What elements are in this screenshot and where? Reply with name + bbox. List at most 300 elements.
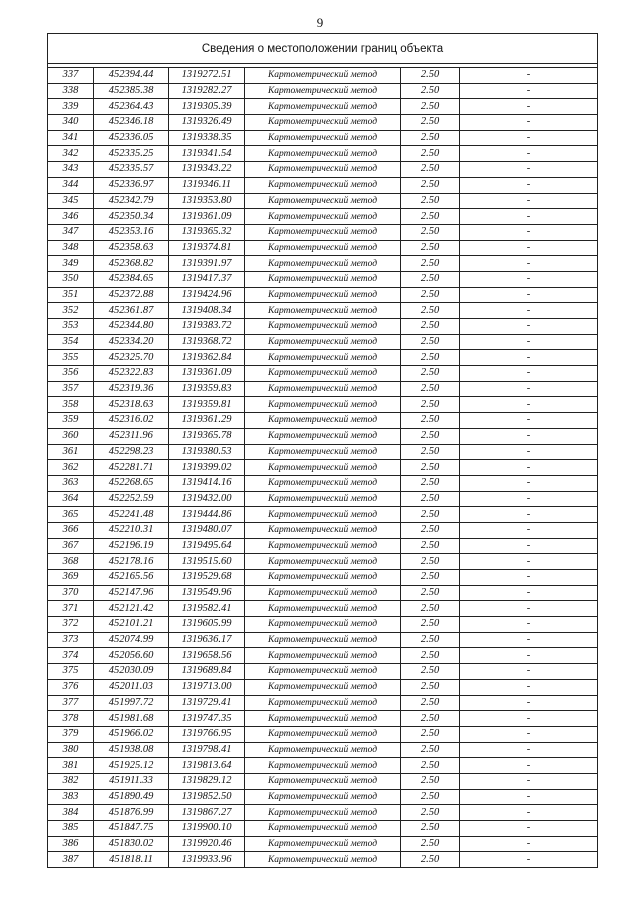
point-number-cell: 370 — [48, 585, 94, 601]
precision-cell: 2.50 — [401, 130, 460, 146]
table-row — [48, 773, 598, 789]
point-number-cell: 369 — [48, 570, 94, 586]
table-row — [48, 350, 598, 366]
precision-cell: 2.50 — [401, 805, 460, 821]
table-row — [48, 758, 598, 774]
table-row — [48, 115, 598, 131]
method-cell: Картометрический метод — [245, 68, 401, 84]
method-cell: Картометрический метод — [245, 821, 401, 837]
precision-cell: 2.50 — [401, 334, 460, 350]
precision-cell: 2.50 — [401, 99, 460, 115]
precision-cell: 2.50 — [401, 146, 460, 162]
description-cell: - — [460, 821, 598, 837]
table-row — [48, 632, 598, 648]
point-number-cell: 340 — [48, 115, 94, 131]
point-number-cell: 349 — [48, 256, 94, 272]
table-row — [48, 256, 598, 272]
method-cell: Картометрический метод — [245, 522, 401, 538]
precision-cell: 2.50 — [401, 554, 460, 570]
precision-cell: 2.50 — [401, 491, 460, 507]
x-coordinate-cell: 452011.03 — [94, 679, 169, 695]
y-coordinate-cell: 1319747.35 — [169, 711, 245, 727]
method-cell: Картометрический метод — [245, 475, 401, 491]
method-cell: Картометрический метод — [245, 303, 401, 319]
y-coordinate-cell: 1319374.81 — [169, 240, 245, 256]
precision-cell: 2.50 — [401, 758, 460, 774]
x-coordinate-cell: 452335.57 — [94, 162, 169, 178]
precision-cell: 2.50 — [401, 538, 460, 554]
method-cell: Картометрический метод — [245, 271, 401, 287]
description-cell: - — [460, 83, 598, 99]
point-number-cell: 346 — [48, 209, 94, 225]
table-row — [48, 664, 598, 680]
point-number-cell: 348 — [48, 240, 94, 256]
method-cell: Картометрический метод — [245, 664, 401, 680]
description-cell: - — [460, 711, 598, 727]
table-row — [48, 554, 598, 570]
x-coordinate-cell: 452196.19 — [94, 538, 169, 554]
x-coordinate-cell: 452165.56 — [94, 570, 169, 586]
table-row — [48, 162, 598, 178]
precision-cell: 2.50 — [401, 115, 460, 131]
table-row — [48, 522, 598, 538]
table-row — [48, 193, 598, 209]
point-number-cell: 376 — [48, 679, 94, 695]
method-cell: Картометрический метод — [245, 366, 401, 382]
point-number-cell: 358 — [48, 397, 94, 413]
x-coordinate-cell: 452311.96 — [94, 428, 169, 444]
x-coordinate-cell: 452281.71 — [94, 460, 169, 476]
precision-cell: 2.50 — [401, 397, 460, 413]
description-cell: - — [460, 303, 598, 319]
method-cell: Картометрический метод — [245, 491, 401, 507]
y-coordinate-cell: 1319417.37 — [169, 271, 245, 287]
description-cell: - — [460, 726, 598, 742]
description-cell: - — [460, 319, 598, 335]
y-coordinate-cell: 1319900.10 — [169, 821, 245, 837]
x-coordinate-cell: 451925.12 — [94, 758, 169, 774]
method-cell: Картометрический метод — [245, 601, 401, 617]
x-coordinate-cell: 452350.34 — [94, 209, 169, 225]
point-number-cell: 382 — [48, 773, 94, 789]
method-cell: Картометрический метод — [245, 413, 401, 429]
point-number-cell: 371 — [48, 601, 94, 617]
point-number-cell: 372 — [48, 617, 94, 633]
method-cell: Картометрический метод — [245, 381, 401, 397]
precision-cell: 2.50 — [401, 428, 460, 444]
table-row — [48, 726, 598, 742]
method-cell: Картометрический метод — [245, 428, 401, 444]
precision-cell: 2.50 — [401, 193, 460, 209]
precision-cell: 2.50 — [401, 852, 460, 868]
method-cell: Картометрический метод — [245, 334, 401, 350]
x-coordinate-cell: 452056.60 — [94, 648, 169, 664]
precision-cell: 2.50 — [401, 789, 460, 805]
x-coordinate-cell: 452336.97 — [94, 177, 169, 193]
point-number-cell: 352 — [48, 303, 94, 319]
precision-cell: 2.50 — [401, 475, 460, 491]
y-coordinate-cell: 1319359.83 — [169, 381, 245, 397]
point-number-cell: 379 — [48, 726, 94, 742]
point-number-cell: 373 — [48, 632, 94, 648]
method-cell: Картометрический метод — [245, 350, 401, 366]
method-cell: Картометрический метод — [245, 99, 401, 115]
method-cell: Картометрический метод — [245, 287, 401, 303]
method-cell: Картометрический метод — [245, 836, 401, 852]
x-coordinate-cell: 452316.02 — [94, 413, 169, 429]
method-cell: Картометрический метод — [245, 130, 401, 146]
y-coordinate-cell: 1319480.07 — [169, 522, 245, 538]
table-row — [48, 601, 598, 617]
point-number-cell: 356 — [48, 366, 94, 382]
y-coordinate-cell: 1319361.09 — [169, 209, 245, 225]
point-number-cell: 342 — [48, 146, 94, 162]
table-row — [48, 821, 598, 837]
x-coordinate-cell: 451876.99 — [94, 805, 169, 821]
precision-cell: 2.50 — [401, 522, 460, 538]
description-cell: - — [460, 836, 598, 852]
precision-cell: 2.50 — [401, 256, 460, 272]
precision-cell: 2.50 — [401, 585, 460, 601]
method-cell: Картометрический метод — [245, 146, 401, 162]
method-cell: Картометрический метод — [245, 240, 401, 256]
precision-cell: 2.50 — [401, 287, 460, 303]
y-coordinate-cell: 1319338.35 — [169, 130, 245, 146]
x-coordinate-cell: 452394.44 — [94, 68, 169, 84]
description-cell: - — [460, 789, 598, 805]
point-number-cell: 377 — [48, 695, 94, 711]
y-coordinate-cell: 1319829.12 — [169, 773, 245, 789]
table-row — [48, 68, 598, 84]
description-cell: - — [460, 162, 598, 178]
method-cell: Картометрический метод — [245, 773, 401, 789]
method-cell: Картометрический метод — [245, 209, 401, 225]
point-number-cell: 374 — [48, 648, 94, 664]
precision-cell: 2.50 — [401, 836, 460, 852]
table-row — [48, 224, 598, 240]
description-cell: - — [460, 570, 598, 586]
method-cell: Картометрический метод — [245, 115, 401, 131]
y-coordinate-cell: 1319689.84 — [169, 664, 245, 680]
y-coordinate-cell: 1319305.39 — [169, 99, 245, 115]
description-cell: - — [460, 805, 598, 821]
table-title: Сведения о местоположении границ объекта — [48, 34, 598, 64]
description-cell: - — [460, 256, 598, 272]
method-cell: Картометрический метод — [245, 538, 401, 554]
description-cell: - — [460, 428, 598, 444]
y-coordinate-cell: 1319272.51 — [169, 68, 245, 84]
point-number-cell: 362 — [48, 460, 94, 476]
x-coordinate-cell: 452241.48 — [94, 507, 169, 523]
table-row — [48, 852, 598, 868]
y-coordinate-cell: 1319361.29 — [169, 413, 245, 429]
precision-cell: 2.50 — [401, 617, 460, 633]
description-cell: - — [460, 224, 598, 240]
x-coordinate-cell: 452372.88 — [94, 287, 169, 303]
description-cell: - — [460, 193, 598, 209]
x-coordinate-cell: 452178.16 — [94, 554, 169, 570]
x-coordinate-cell: 451890.49 — [94, 789, 169, 805]
description-cell: - — [460, 742, 598, 758]
description-cell: - — [460, 475, 598, 491]
table-row — [48, 303, 598, 319]
description-cell: - — [460, 99, 598, 115]
y-coordinate-cell: 1319341.54 — [169, 146, 245, 162]
table-row — [48, 99, 598, 115]
y-coordinate-cell: 1319359.81 — [169, 397, 245, 413]
precision-cell: 2.50 — [401, 350, 460, 366]
point-number-cell: 366 — [48, 522, 94, 538]
method-cell: Картометрический метод — [245, 397, 401, 413]
x-coordinate-cell: 452358.63 — [94, 240, 169, 256]
point-number-cell: 363 — [48, 475, 94, 491]
description-cell: - — [460, 209, 598, 225]
x-coordinate-cell: 451911.33 — [94, 773, 169, 789]
description-cell: - — [460, 444, 598, 460]
x-coordinate-cell: 451938.08 — [94, 742, 169, 758]
table-row — [48, 585, 598, 601]
y-coordinate-cell: 1319326.49 — [169, 115, 245, 131]
y-coordinate-cell: 1319282.27 — [169, 83, 245, 99]
x-coordinate-cell: 452368.82 — [94, 256, 169, 272]
y-coordinate-cell: 1319636.17 — [169, 632, 245, 648]
point-number-cell: 383 — [48, 789, 94, 805]
y-coordinate-cell: 1319365.78 — [169, 428, 245, 444]
table-row — [48, 789, 598, 805]
x-coordinate-cell: 451997.72 — [94, 695, 169, 711]
page-number: 9 — [316, 15, 324, 30]
precision-cell: 2.50 — [401, 773, 460, 789]
method-cell: Картометрический метод — [245, 679, 401, 695]
table-row — [48, 209, 598, 225]
point-number-cell: 375 — [48, 664, 94, 680]
y-coordinate-cell: 1319380.53 — [169, 444, 245, 460]
description-cell: - — [460, 664, 598, 680]
y-coordinate-cell: 1319361.09 — [169, 366, 245, 382]
description-cell: - — [460, 679, 598, 695]
x-coordinate-cell: 452353.16 — [94, 224, 169, 240]
y-coordinate-cell: 1319353.80 — [169, 193, 245, 209]
point-number-cell: 357 — [48, 381, 94, 397]
x-coordinate-cell: 452121.42 — [94, 601, 169, 617]
precision-cell: 2.50 — [401, 366, 460, 382]
x-coordinate-cell: 452344.80 — [94, 319, 169, 335]
method-cell: Картометрический метод — [245, 726, 401, 742]
point-number-cell: 351 — [48, 287, 94, 303]
table-row — [48, 570, 598, 586]
description-cell: - — [460, 617, 598, 633]
table-row — [48, 319, 598, 335]
method-cell: Картометрический метод — [245, 648, 401, 664]
y-coordinate-cell: 1319920.46 — [169, 836, 245, 852]
y-coordinate-cell: 1319713.00 — [169, 679, 245, 695]
boundary-coordinates-table — [47, 33, 598, 868]
point-number-cell: 344 — [48, 177, 94, 193]
point-number-cell: 350 — [48, 271, 94, 287]
table-row — [48, 146, 598, 162]
y-coordinate-cell: 1319414.16 — [169, 475, 245, 491]
table-row — [48, 836, 598, 852]
x-coordinate-cell: 452319.36 — [94, 381, 169, 397]
method-cell: Картометрический метод — [245, 742, 401, 758]
description-cell: - — [460, 413, 598, 429]
precision-cell: 2.50 — [401, 664, 460, 680]
point-number-cell: 355 — [48, 350, 94, 366]
x-coordinate-cell: 451830.02 — [94, 836, 169, 852]
precision-cell: 2.50 — [401, 209, 460, 225]
table-row — [48, 648, 598, 664]
table-row — [48, 130, 598, 146]
precision-cell: 2.50 — [401, 68, 460, 84]
method-cell: Картометрический метод — [245, 789, 401, 805]
table-row — [48, 695, 598, 711]
x-coordinate-cell: 452210.31 — [94, 522, 169, 538]
y-coordinate-cell: 1319399.02 — [169, 460, 245, 476]
description-cell: - — [460, 397, 598, 413]
table-body — [48, 68, 598, 868]
description-cell: - — [460, 366, 598, 382]
method-cell: Картометрический метод — [245, 319, 401, 335]
precision-cell: 2.50 — [401, 413, 460, 429]
x-coordinate-cell: 452318.63 — [94, 397, 169, 413]
method-cell: Картометрический метод — [245, 695, 401, 711]
precision-cell: 2.50 — [401, 601, 460, 617]
x-coordinate-cell: 451847.75 — [94, 821, 169, 837]
y-coordinate-cell: 1319813.64 — [169, 758, 245, 774]
point-number-cell: 339 — [48, 99, 94, 115]
description-cell: - — [460, 68, 598, 84]
table-row — [48, 428, 598, 444]
method-cell: Картометрический метод — [245, 617, 401, 633]
x-coordinate-cell: 452346.18 — [94, 115, 169, 131]
method-cell: Картометрический метод — [245, 224, 401, 240]
point-number-cell: 378 — [48, 711, 94, 727]
table-row — [48, 538, 598, 554]
y-coordinate-cell: 1319408.34 — [169, 303, 245, 319]
table-row — [48, 507, 598, 523]
table-row — [48, 475, 598, 491]
precision-cell: 2.50 — [401, 507, 460, 523]
point-number-cell: 368 — [48, 554, 94, 570]
method-cell: Картометрический метод — [245, 632, 401, 648]
x-coordinate-cell: 452364.43 — [94, 99, 169, 115]
description-cell: - — [460, 758, 598, 774]
table-row — [48, 366, 598, 382]
table-row — [48, 491, 598, 507]
y-coordinate-cell: 1319529.68 — [169, 570, 245, 586]
description-cell: - — [460, 460, 598, 476]
precision-cell: 2.50 — [401, 726, 460, 742]
description-cell: - — [460, 538, 598, 554]
method-cell: Картометрический метод — [245, 570, 401, 586]
method-cell: Картометрический метод — [245, 83, 401, 99]
description-cell: - — [460, 601, 598, 617]
method-cell: Картометрический метод — [245, 554, 401, 570]
y-coordinate-cell: 1319495.64 — [169, 538, 245, 554]
table-row — [48, 83, 598, 99]
y-coordinate-cell: 1319658.56 — [169, 648, 245, 664]
point-number-cell: 360 — [48, 428, 94, 444]
y-coordinate-cell: 1319383.72 — [169, 319, 245, 335]
method-cell: Картометрический метод — [245, 444, 401, 460]
table-row — [48, 460, 598, 476]
precision-cell: 2.50 — [401, 177, 460, 193]
point-number-cell: 367 — [48, 538, 94, 554]
description-cell: - — [460, 632, 598, 648]
precision-cell: 2.50 — [401, 319, 460, 335]
description-cell: - — [460, 554, 598, 570]
x-coordinate-cell: 452325.70 — [94, 350, 169, 366]
table-row — [48, 805, 598, 821]
point-number-cell: 359 — [48, 413, 94, 429]
point-number-cell: 337 — [48, 68, 94, 84]
y-coordinate-cell: 1319365.32 — [169, 224, 245, 240]
point-number-cell: 381 — [48, 758, 94, 774]
table-row — [48, 617, 598, 633]
y-coordinate-cell: 1319933.96 — [169, 852, 245, 868]
y-coordinate-cell: 1319867.27 — [169, 805, 245, 821]
point-number-cell: 364 — [48, 491, 94, 507]
description-cell: - — [460, 115, 598, 131]
description-cell: - — [460, 773, 598, 789]
method-cell: Картометрический метод — [245, 162, 401, 178]
precision-cell: 2.50 — [401, 711, 460, 727]
table-row — [48, 413, 598, 429]
point-number-cell: 354 — [48, 334, 94, 350]
point-number-cell: 380 — [48, 742, 94, 758]
point-number-cell: 341 — [48, 130, 94, 146]
x-coordinate-cell: 452385.38 — [94, 83, 169, 99]
x-coordinate-cell: 452322.83 — [94, 366, 169, 382]
description-cell: - — [460, 146, 598, 162]
table-row — [48, 397, 598, 413]
description-cell: - — [460, 381, 598, 397]
y-coordinate-cell: 1319391.97 — [169, 256, 245, 272]
precision-cell: 2.50 — [401, 460, 460, 476]
description-cell: - — [460, 522, 598, 538]
description-cell: - — [460, 287, 598, 303]
point-number-cell: 338 — [48, 83, 94, 99]
y-coordinate-cell: 1319549.96 — [169, 585, 245, 601]
y-coordinate-cell: 1319852.50 — [169, 789, 245, 805]
x-coordinate-cell: 452268.65 — [94, 475, 169, 491]
point-number-cell: 347 — [48, 224, 94, 240]
y-coordinate-cell: 1319343.22 — [169, 162, 245, 178]
point-number-cell: 386 — [48, 836, 94, 852]
precision-cell: 2.50 — [401, 444, 460, 460]
x-coordinate-cell: 451966.02 — [94, 726, 169, 742]
y-coordinate-cell: 1319515.60 — [169, 554, 245, 570]
y-coordinate-cell: 1319362.84 — [169, 350, 245, 366]
description-cell: - — [460, 507, 598, 523]
precision-cell: 2.50 — [401, 271, 460, 287]
table-row — [48, 334, 598, 350]
x-coordinate-cell: 452361.87 — [94, 303, 169, 319]
description-cell: - — [460, 130, 598, 146]
description-cell: - — [460, 334, 598, 350]
precision-cell: 2.50 — [401, 381, 460, 397]
description-cell: - — [460, 585, 598, 601]
x-coordinate-cell: 452147.96 — [94, 585, 169, 601]
x-coordinate-cell: 452030.09 — [94, 664, 169, 680]
x-coordinate-cell: 452342.79 — [94, 193, 169, 209]
point-number-cell: 353 — [48, 319, 94, 335]
table-row — [48, 381, 598, 397]
x-coordinate-cell: 452335.25 — [94, 146, 169, 162]
x-coordinate-cell: 451818.11 — [94, 852, 169, 868]
table-row — [48, 271, 598, 287]
point-number-cell: 345 — [48, 193, 94, 209]
